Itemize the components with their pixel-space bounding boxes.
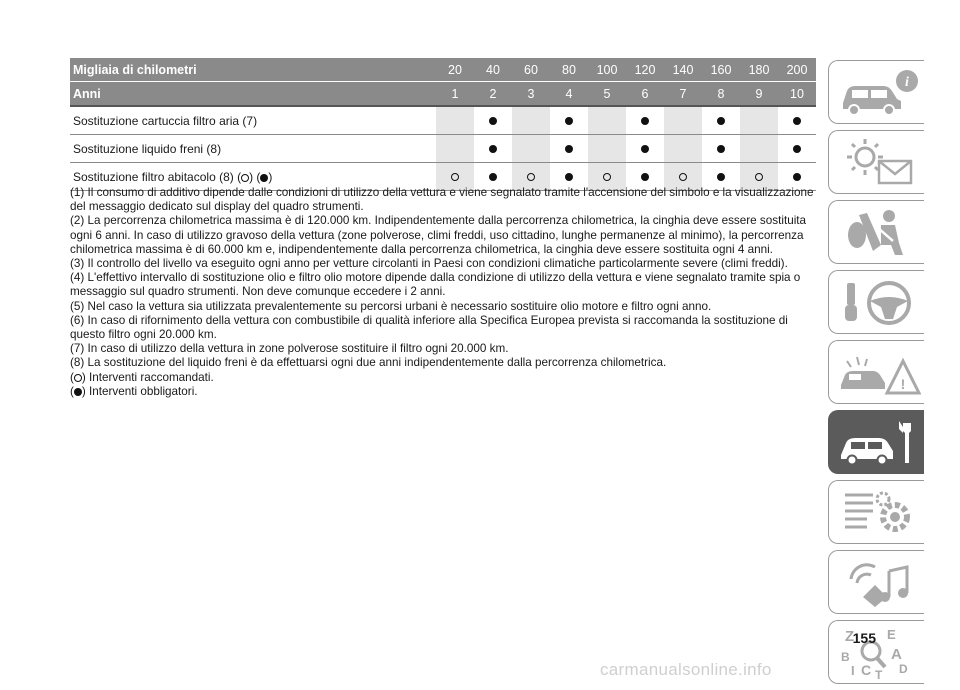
car-info-icon — [837, 67, 921, 119]
recommended-ring-icon — [527, 173, 535, 181]
car-breakdown-icon — [837, 347, 921, 399]
km-value: 60 — [524, 62, 538, 77]
recommended-ring-icon — [74, 374, 82, 382]
mandatory-dot-icon — [74, 388, 82, 396]
table-cell — [740, 135, 778, 162]
car-wrench-icon — [837, 417, 921, 469]
svg-text:B: B — [841, 650, 850, 664]
svg-text:Z: Z — [845, 628, 855, 645]
footnote-4: (4) L'effettivo intervallo di sostituzione olio e filtro olio motore dipende dalla condizione di utilizzo della vettura e viene segnalato tramite spia o messaggio sul quadro strumenti. Non deve comunque eccedere i 2 anni. — [70, 271, 801, 299]
km-header-label: Migliaia di chilometri — [73, 62, 197, 77]
km-value: 180 — [748, 62, 770, 77]
mandatory-dot-icon — [641, 173, 649, 181]
svg-text:A: A — [891, 646, 902, 663]
row-cells — [436, 135, 816, 162]
mandatory-dot-icon — [565, 145, 573, 153]
mandatory-dot-icon — [489, 117, 497, 125]
row-label: Sostituzione filtro abitacolo (8) ( ) ( ) — [73, 169, 273, 184]
mandatory-dot-icon — [717, 145, 725, 153]
svg-text:!: ! — [900, 376, 906, 392]
table-cell — [664, 135, 702, 162]
recommended-ring-icon — [755, 173, 763, 181]
mandatory-dot-icon — [717, 117, 725, 125]
tab-multimedia[interactable] — [828, 550, 924, 614]
tab-knowing-the-car[interactable] — [828, 60, 924, 124]
table-cell — [588, 135, 626, 162]
tab-in-an-emergency[interactable] — [828, 340, 924, 404]
mandatory-dot-icon — [717, 173, 725, 181]
mandatory-dot-icon — [793, 173, 801, 181]
table-cell — [588, 107, 626, 134]
warning-lights-message-icon — [837, 137, 921, 189]
km-value: 200 — [786, 62, 808, 77]
page-number: 155 — [852, 630, 876, 646]
airbag-seat-icon — [837, 207, 921, 259]
km-value: 160 — [710, 62, 732, 77]
km-value: 140 — [672, 62, 694, 77]
mandatory-dot-icon — [793, 145, 801, 153]
footnotes — [70, 186, 822, 399]
table-row — [70, 135, 816, 163]
key-steering-wheel-icon — [837, 277, 921, 329]
table-cell — [626, 135, 664, 162]
tab-safety[interactable] — [828, 200, 924, 264]
table-cell — [550, 135, 588, 162]
footnote-5: (5) Nel caso la vettura sia utilizzata prevalentemente su percorsi urbani è necessario sostituire olio motore e filtro ogni anno. — [70, 299, 712, 313]
table-cell — [436, 135, 474, 162]
table-cell — [474, 135, 512, 162]
km-value: 120 — [634, 62, 656, 77]
mandatory-dot-icon — [565, 173, 573, 181]
year-value: 9 — [755, 86, 763, 101]
km-value: 100 — [596, 62, 618, 77]
year-value: 1 — [451, 86, 459, 101]
km-value: 20 — [448, 62, 462, 77]
mandatory-dot-icon — [641, 117, 649, 125]
tab-starting-driving[interactable] — [828, 270, 924, 334]
multimedia-icon — [837, 557, 921, 609]
mandatory-dot-icon — [641, 145, 649, 153]
table-cell — [512, 135, 550, 162]
table-cell — [512, 107, 550, 134]
table-cell — [664, 107, 702, 134]
km-value: 80 — [562, 62, 576, 77]
table-row — [70, 107, 816, 135]
table-cell — [474, 107, 512, 134]
table-cell — [778, 107, 816, 134]
chapter-tabs — [828, 60, 926, 690]
mandatory-dot-icon — [489, 173, 497, 181]
svg-text:i: i — [905, 75, 909, 90]
svg-text:D: D — [899, 662, 908, 676]
watermark: carmanualsonline.info — [600, 660, 772, 679]
technical-data-gear-icon — [837, 487, 921, 539]
year-value: 7 — [679, 86, 687, 101]
table-cell — [702, 107, 740, 134]
mandatory-dot-icon — [565, 117, 573, 125]
recommended-ring-icon — [603, 173, 611, 181]
legend-mandatory: ( ) Interventi obbligatori. — [70, 384, 198, 398]
mandatory-dot-icon — [793, 117, 801, 125]
year-value: 10 — [790, 86, 804, 101]
row-label: Sostituzione cartuccia filtro aria (7) — [73, 113, 258, 128]
mandatory-dot-icon — [489, 145, 497, 153]
table-cell — [740, 107, 778, 134]
tab-servicing-and-care[interactable] — [828, 410, 924, 474]
legend-recommended: ( ) Interventi raccomandati. — [70, 370, 214, 384]
tab-warning-lights[interactable] — [828, 130, 924, 194]
row-cells — [436, 107, 816, 134]
maintenance-table — [70, 58, 816, 191]
footnote-2: (2) La percorrenza chilometrica massima è di 120.000 km. Indipendentemente dalla percorrenza chilometrica, la cinghia deve essere sostituita ogni 6 anni. In caso di utilizzo gravoso della vettura (zone polverose, climi freddi, uso cittadino, lunghe permanenze al minimo), la percorrenza chilometrica massima è di 60.000 km e, indipendentemente dalla percorrenza chilometrica, la cinghia deve essere sostituita ogni 4 anni. — [70, 214, 807, 256]
table-cell — [778, 135, 816, 162]
year-value: 4 — [565, 86, 573, 101]
table-cell — [626, 107, 664, 134]
recommended-ring-icon — [451, 173, 459, 181]
year-value: 8 — [717, 86, 725, 101]
year-value: 5 — [603, 86, 611, 101]
years-header-row — [70, 82, 816, 107]
year-value: 2 — [489, 86, 497, 101]
km-header-row — [70, 58, 816, 82]
km-value: 40 — [486, 62, 500, 77]
recommended-ring-icon — [679, 173, 687, 181]
footnote-6: (6) In caso di rifornimento della vettura con combustibile di qualità inferiore alla Specifica Europea prevista si raccomanda la sostituzione di questo filtro ogni 20.000 km. — [70, 313, 788, 342]
footnote-7: (7) In caso di utilizzo della vettura in zone polverose sostituire il filtro ogni 20.000 km. — [70, 342, 509, 356]
footnote-8: (8) La sostituzione del liquido freni è da effettuarsi ogni due anni indipendentemente dalla percorrenza chilometrica. — [70, 356, 667, 370]
svg-text:T: T — [875, 668, 883, 679]
table-cell — [436, 107, 474, 134]
year-value: 6 — [641, 86, 649, 101]
recommended-ring-icon — [241, 174, 249, 182]
table-cell — [550, 107, 588, 134]
footnote-3: (3) Il controllo del livello va eseguito ogni anno per vetture circolanti in Paesi con condizioni climatiche particolarmente severe (climi freddi). — [70, 257, 788, 271]
svg-text:C: C — [861, 662, 872, 678]
years-header-label: Anni — [73, 86, 101, 101]
footnote-1: (1) Il consumo di additivo dipende dalle condizioni di utilizzo della vettura e viene segnalato tramite l'accensione del simbolo e la visualizzazione del messaggio dedicato sul display del quadro strumenti. — [70, 186, 814, 214]
svg-text:E: E — [887, 627, 896, 642]
row-label: Sostituzione liquido freni (8) — [73, 141, 222, 156]
svg-text:I: I — [851, 663, 855, 678]
year-value: 3 — [527, 86, 535, 101]
table-cell — [702, 135, 740, 162]
tab-technical-data[interactable] — [828, 480, 924, 544]
